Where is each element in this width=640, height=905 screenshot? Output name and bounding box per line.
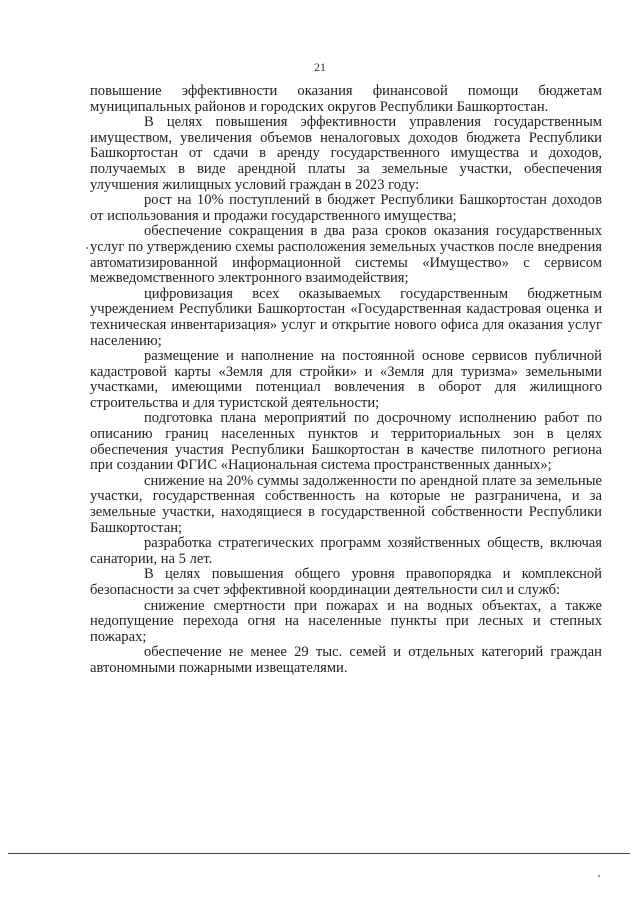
- paragraph: снижение смертности при пожарах и на водных объектах, а также недопущение перехода огня на населенные пункты при лесных и степных пожарах;: [90, 597, 602, 645]
- paragraph: В целях повышения общего уровня правопорядка и комплексной безопасности за счет эффективной координации деятельности сил и служб:: [90, 566, 602, 598]
- page-bottom-rule: [8, 853, 630, 854]
- paragraph: подготовка плана мероприятий по досрочному исполнению работ по описанию границ населенных пунктов и территориальных зон в целях обеспечения участия Республики Башкортостан в качестве пилотного региона при создании ФГИС «Национальная система пространственных данных»;: [90, 410, 602, 474]
- paragraph: обеспечение не менее 29 тыс. семей и отдельных категорий граждан автономными пожарными извещателями.: [90, 644, 602, 676]
- paragraph: повышение эффективности оказания финансовой помощи бюджетам муниципальных районов и городских округов Республики Башкортостан.: [90, 83, 602, 115]
- paragraph: разработка стратегических программ хозяйственных обществ, включая санатории, на 5 лет.: [90, 535, 602, 567]
- paragraph: В целях повышения эффективности управления государственным имуществом, увеличения объемов неналоговых доходов бюджета Республики Башкортостан от сдачи в аренду государственного имущества и доходов, получаемых в виде арендной платы за земельные участки, обеспечения улучшения жилищных условий граждан в 2023 году:: [90, 114, 602, 193]
- paragraph: цифровизация всех оказываемых государственным бюджетным учреждением Республики Башкортостан «Государственная кадастровая оценка и техническая инвентаризация» услуг и открытие нового офиса для оказания услуг населению;: [90, 285, 602, 349]
- document-body: [90, 84, 602, 677]
- page-number: 21: [314, 60, 326, 74]
- scan-speck: [598, 875, 600, 877]
- paragraph: снижение на 20% суммы задолженности по арендной плате за земельные участки, государственная собственность на которые не разграничена, и за земельные участки, находящиеся в государственной собственности Республики Башкортостан;: [90, 472, 602, 536]
- paragraph: рост на 10% поступлений в бюджет Республики Башкортостан доходов от использования и продажи государственного имущества;: [90, 192, 602, 224]
- scan-speck: [86, 247, 88, 249]
- paragraph: обеспечение сокращения в два раза сроков оказания государственных услуг по утверждению схемы расположения земельных участков после внедрения автоматизированной информационной системы «Имущество» с сервисом межведомственного электронного взаимодействия;: [90, 223, 602, 287]
- paragraph: размещение и наполнение на постоянной основе сервисов публичной кадастровой карты «Земля для стройки» и «Земля для туризма» земельными участками, имеющими потенциал вовлечения в оборот для жилищного строительства и для туристской деятельности;: [90, 348, 602, 411]
